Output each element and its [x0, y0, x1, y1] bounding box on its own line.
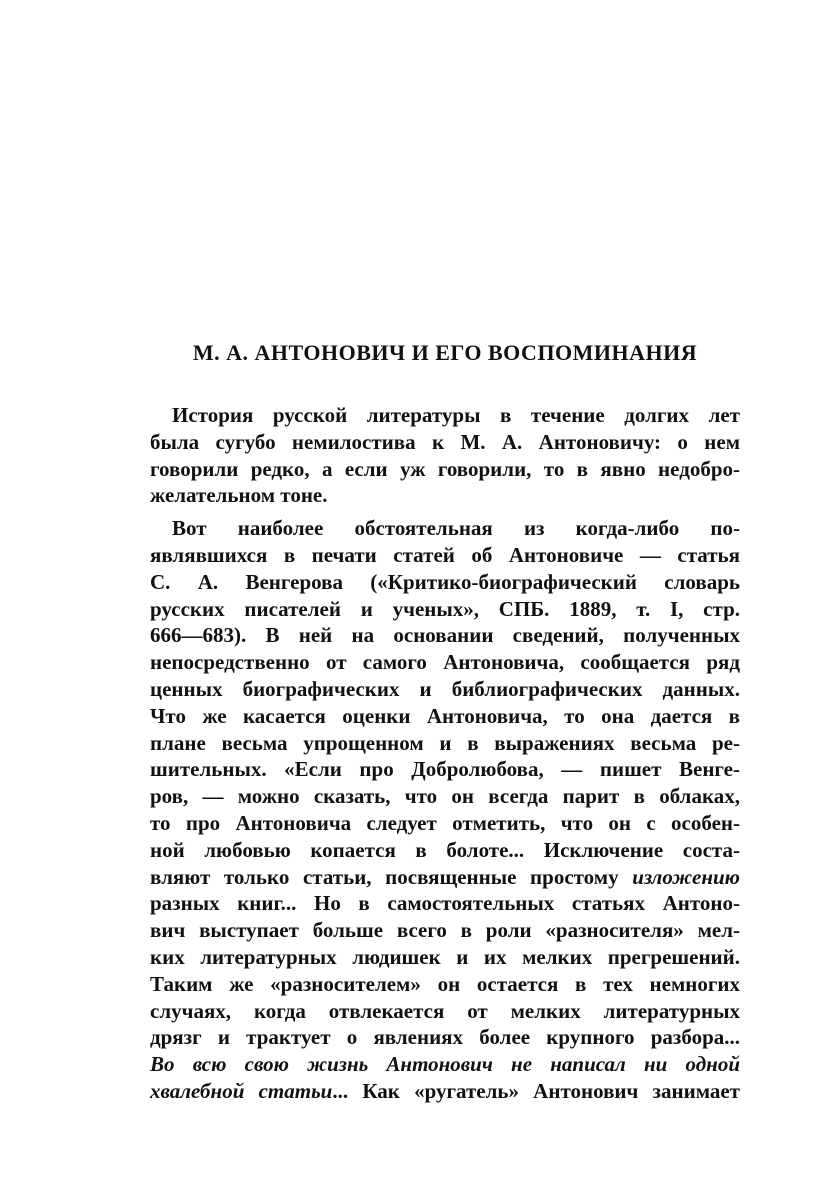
text-line: русских писателей и ученых», СПБ. 1889, т. I, стр. — [150, 596, 740, 621]
text-line: плане весьма упрощенном и в выражениях весьма ре- — [150, 730, 740, 755]
text-line: С. А. Венгерова («Критико-биографический словарь — [150, 569, 740, 594]
text-line: являвшихся в печати статей об Антоновиче — статья — [150, 542, 740, 567]
text-line: была сугубо немилостива к М. А. Антоновичу: о нем — [150, 429, 740, 454]
text-line: дрязг и трактует о явлениях более крупного разбора... — [150, 1025, 740, 1050]
text-line-italic: Во всю свою жизнь Антонович не написал ни одной — [150, 1052, 740, 1077]
text-line: шительных. «Если про Добролюбова, — пишет Венге- — [150, 757, 740, 782]
text-line-mixed — [150, 1078, 740, 1105]
italic-segment: хвалебной статьи — [150, 1078, 333, 1103]
text-line: Таким же «разносителем» он остается в тех немногих — [150, 971, 740, 996]
text-segment: вляют только статьи, посвященные простому — [150, 864, 633, 889]
text-line: 666—683). В ней на основании сведений, полученных — [150, 623, 740, 648]
text-line: говорили редко, а если уж говорили, то в явно недобро- — [150, 456, 740, 481]
text-segment: ... Как «ругатель» Антонович занимает — [332, 1078, 740, 1103]
text-line: случаях, когда отвлекается от мелких литературных — [150, 998, 740, 1023]
text-line: Вот наиболее обстоятельная из когда-либо по- — [172, 516, 740, 541]
text-line: непосредственно от самого Антоновича, сообщается ряд — [150, 650, 740, 675]
text-line: вич выступает больше всего в роли «разносителя» мел- — [150, 918, 740, 943]
article-body — [150, 402, 740, 1105]
text-line: желательном тоне. — [150, 483, 328, 508]
text-line: ров, — можно сказать, что он всегда парит в облаках, — [150, 784, 740, 809]
text-line: Что же касается оценки Антоновича, то она дается в — [150, 703, 740, 728]
text-line: то про Антоновича следует отметить, что он с особен- — [150, 810, 740, 835]
text-line: ких литературных людишек и их мелких прегрешений. — [150, 944, 740, 969]
text-line: История русской литературы в течение долгих лет — [172, 403, 740, 427]
chapter-title: М. А. АНТОНОВИЧ И ЕГО ВОСПОМИНАНИЯ — [192, 340, 698, 365]
text-line: ценных биографических и библиографических данных. — [150, 676, 740, 701]
text-line-mixed — [150, 864, 740, 891]
text-line: разных книг... Но в самостоятельных статьях Антоно- — [150, 891, 740, 916]
italic-segment: изложению — [632, 864, 740, 889]
text-line: ной любовью копается в болоте... Исключение соста- — [150, 837, 740, 862]
